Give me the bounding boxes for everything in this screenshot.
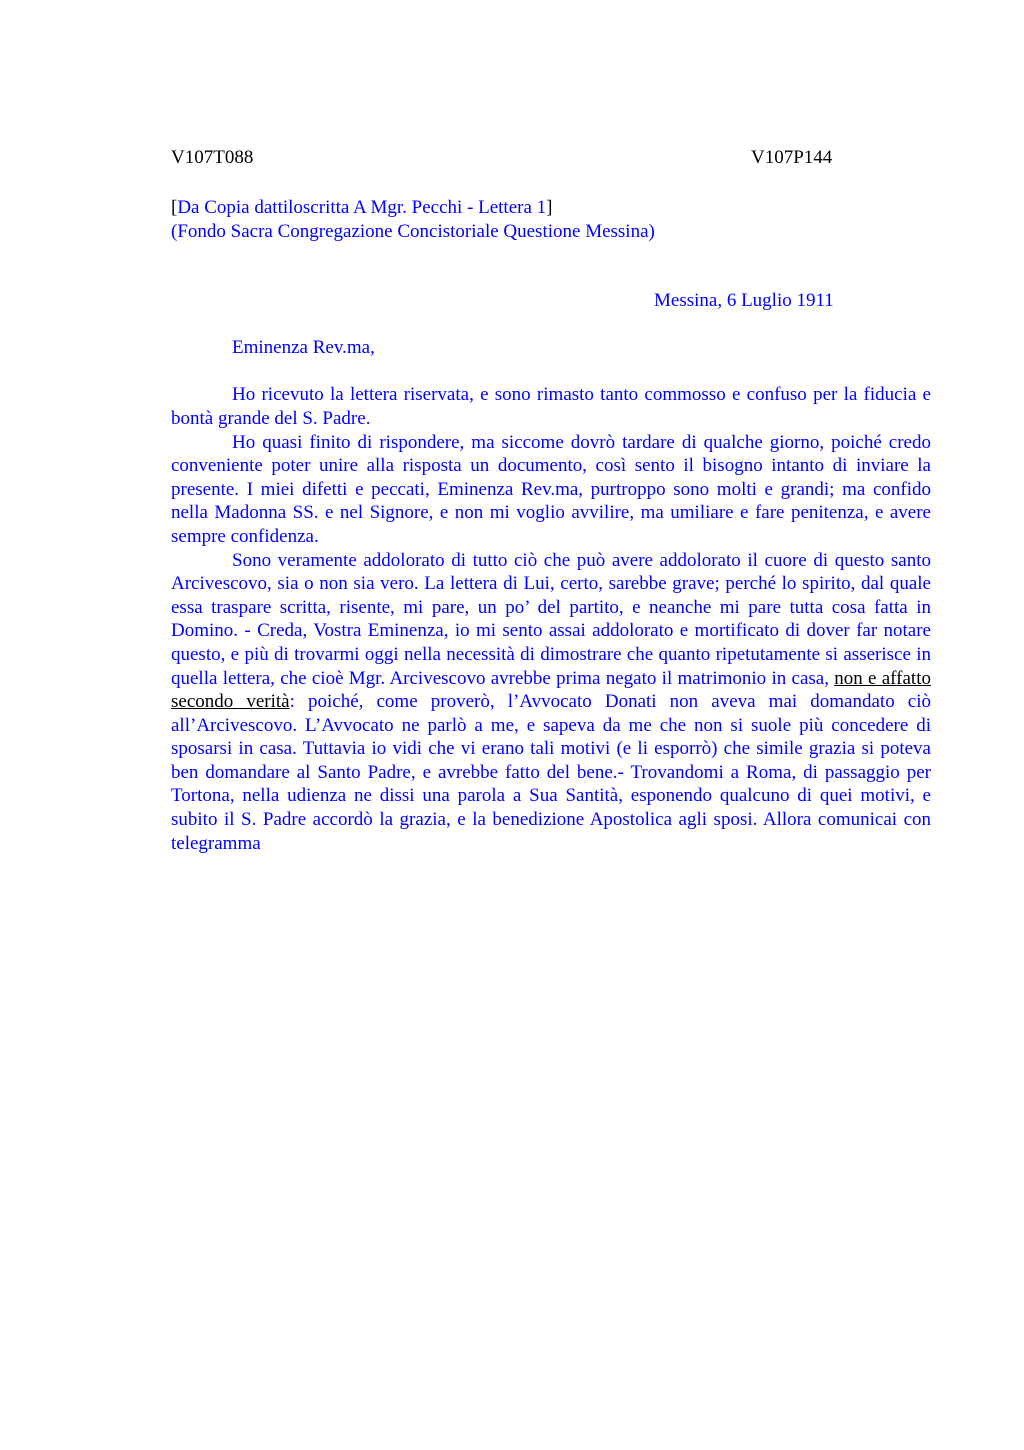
source-line-2: (Fondo Sacra Congregazione Concistoriale Questione Messina) (171, 220, 655, 242)
letter-body (171, 383, 931, 855)
paragraph-2: Ho quasi finito di rispondere, ma siccome dovrò tardare di qualche giorno, poiché credo conveniente poter unire alla risposta un documento, così sento il bisogno intanto di inviare la presente. I miei difetti e peccati, Eminenza Rev.ma, purtroppo sono molti e grandi; ma confido nella Madonna SS. e nel Signore, e non mi voglio avvilire, ma umiliare e fare penitenza, e avere sempre confidenza. (171, 431, 931, 547)
paragraph-1: Ho ricevuto la lettera riservata, e sono rimasto tanto commosso e confuso per la fiducia e bontà grande del S. Padre. (171, 384, 931, 429)
source-line-1 (171, 196, 931, 220)
underlined-phrase: non e affatto secondo verità (171, 667, 931, 713)
source-bracket-open: [ (171, 197, 178, 218)
source-note (171, 196, 931, 243)
paragraph-3 (171, 549, 931, 856)
letter-salutation: Eminenza Rev.ma, (232, 336, 375, 358)
paragraph-3-end: : poiché, come proverò, l’Avvocato Donati non aveva mai domandato ciò all’Arcivescovo. L’Avvocato ne parlò a me, e sapeva da me che non si suole più concedere di sposarsi in casa. Tuttavia io vidi che vi erano tali motivi (e li esporrò) che simile grazia si poteva ben domandare al Santo Padre, e avrebbe fatto del bene.- Trovandomi a Roma, di passaggio per Tortona, nella udienza ne dissi una parola a Sua Santità, esponendo qualcuno di quei motivi, e subito il S. Padre accordò la grazia, e la benedizione Apostolica agli sposi. Allora comunicai con telegramma (171, 691, 932, 854)
document-codes (171, 146, 931, 170)
letter-date: Messina, 6 Luglio 1911 (654, 290, 834, 312)
volume-code-left: V107T088 (171, 147, 254, 168)
letter-page (171, 146, 931, 855)
source-bracket-close: ] (546, 197, 553, 218)
volume-code-right: V107P144 (751, 147, 833, 168)
paragraph-3-start: Sono veramente addolorato di tutto ciò che può avere addolorato il cuore di questo santo Arcivescovo, sia o non sia vero. La lettera di Lui, certo, sarebbe grave; perché lo spirito, dal quale essa traspare scritta, risente, mi pare, un po’ del partito, e neanche mi pare tutta cosa fatta in Domino. - Creda, Vostra Eminenza, io mi sento assai addolorato e mortificato di dover far notare questo, e più di trovarmi oggi nella necessità di dimostrare che quanto ripetutamente si asserisce in quella lettera, che cioè Mgr. Arcivescovo avrebbe prima negato il matrimonio in casa, (171, 549, 931, 689)
source-title: Da Copia dattiloscritta A Mgr. Pecchi - Lettera 1 (177, 197, 547, 218)
